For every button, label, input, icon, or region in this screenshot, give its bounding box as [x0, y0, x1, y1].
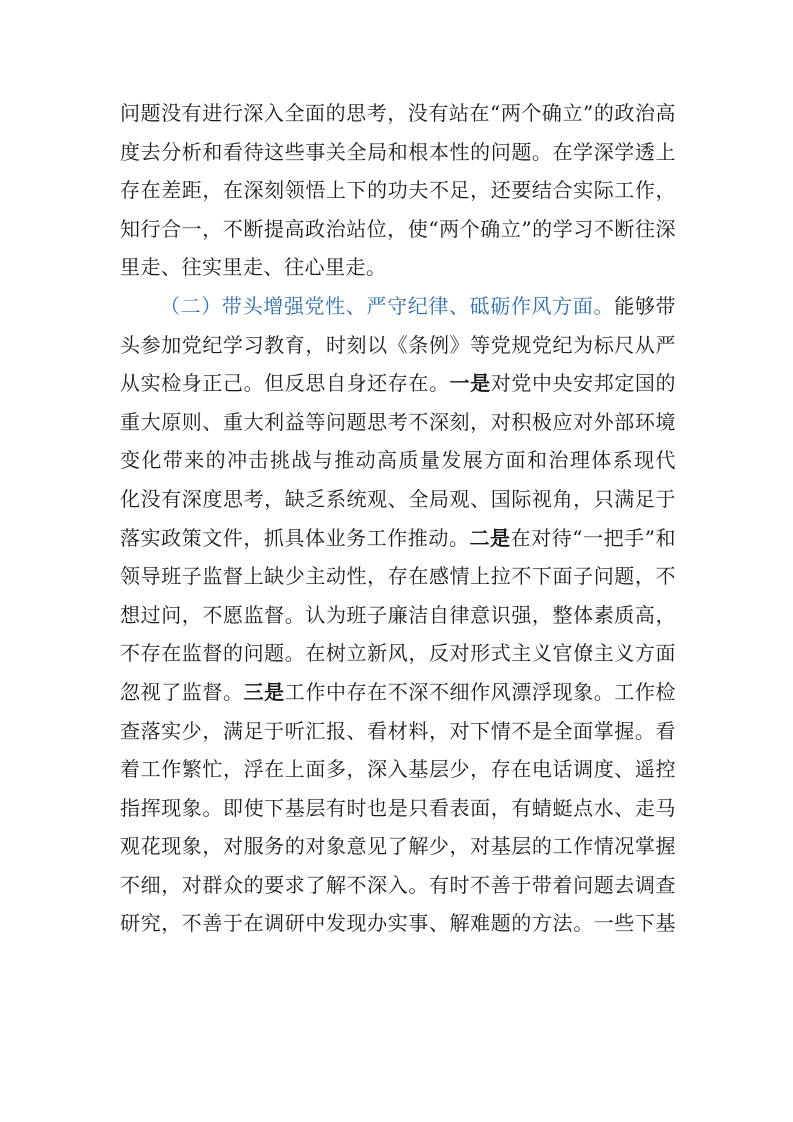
text-line: 观花现象，对服务的对象意见了解少，对基层的工作情况掌握: [120, 834, 676, 859]
text-span: 从实检身正己。但反思自身还存在。: [120, 371, 450, 396]
text-span: 能够带: [614, 293, 676, 318]
paragraph-2: [120, 287, 676, 943]
point-marker-2: 二是: [469, 525, 511, 550]
text-span: 在对待“一把手”和: [510, 525, 676, 550]
text-line: [120, 287, 676, 326]
text-line: 变化带来的冲击挑战与推动高质量发展方面和治理体系现代: [120, 448, 676, 473]
text-line: 里走、往实里走、往心里走。: [120, 255, 387, 280]
document-page: [120, 94, 676, 943]
text-line: 不细，对群众的要求了解不深入。有时不善于带着问题去调查: [120, 872, 676, 897]
text-line: 化没有深度思考，缺乏系统观、全局观、国际视角，只满足于: [120, 486, 676, 511]
text-line: 着工作繁忙，浮在上面多，深入基层少，存在电话调度、遥控: [120, 757, 676, 782]
text-span: 落实政策文件，抓具体业务工作推动。: [120, 525, 470, 550]
text-line: [120, 364, 676, 403]
text-line: [120, 519, 676, 558]
text-line: 不存在监督的问题。在树立新风，反对形式主义官僚主义方面: [120, 641, 676, 666]
text-line: 度去分析和看待这些事关全局和根本性的问题。在学深学透上: [120, 139, 676, 164]
text-span: 忽视了监督。: [120, 679, 244, 704]
text-span: 对党中央安邦定国的: [490, 371, 676, 396]
text-line: 领导班子监督上缺少主动性，存在感情上拉不下面子问题，不: [120, 564, 676, 589]
text-line: 问题没有进行深入全面的思考，没有站在“两个确立”的政治高: [120, 101, 676, 125]
text-line: [120, 673, 676, 712]
text-line: 知行合一，不断提高政治站位，使“两个确立”的学习不断往深: [120, 216, 676, 241]
section-heading: （二）带头增强党性、严守纪律、砥砺作风方面。: [160, 293, 615, 318]
text-line: 研究，不善于在调研中发现办实事、解难题的方法。一些下基: [120, 911, 676, 936]
text-line: 头参加党纪学习教育，时刻以《条例》等党规党纪为标尺从严: [120, 332, 676, 357]
text-line: 想过问，不愿监督。认为班子廉洁自律意识强，整体素质高，: [120, 602, 676, 627]
point-marker-3: 三是: [243, 679, 285, 704]
paragraph-1: [120, 94, 676, 287]
text-span: 工作中存在不深不细作风漂浮现象。工作检: [284, 679, 676, 704]
text-line: 存在差距，在深刻领悟上下的功夫不足，还要结合实际工作，: [120, 178, 676, 203]
text-line: 指挥现象。即使下基层有时也是只看表面，有蜻蜓点水、走马: [120, 795, 676, 820]
text-line: 查落实少，满足于听汇报、看材料，对下情不是全面掌握。看: [120, 718, 676, 743]
text-line: 重大原则、重大利益等问题思考不深刻，对积极应对外部环境: [120, 409, 676, 434]
point-marker-1: 一是: [449, 371, 491, 396]
